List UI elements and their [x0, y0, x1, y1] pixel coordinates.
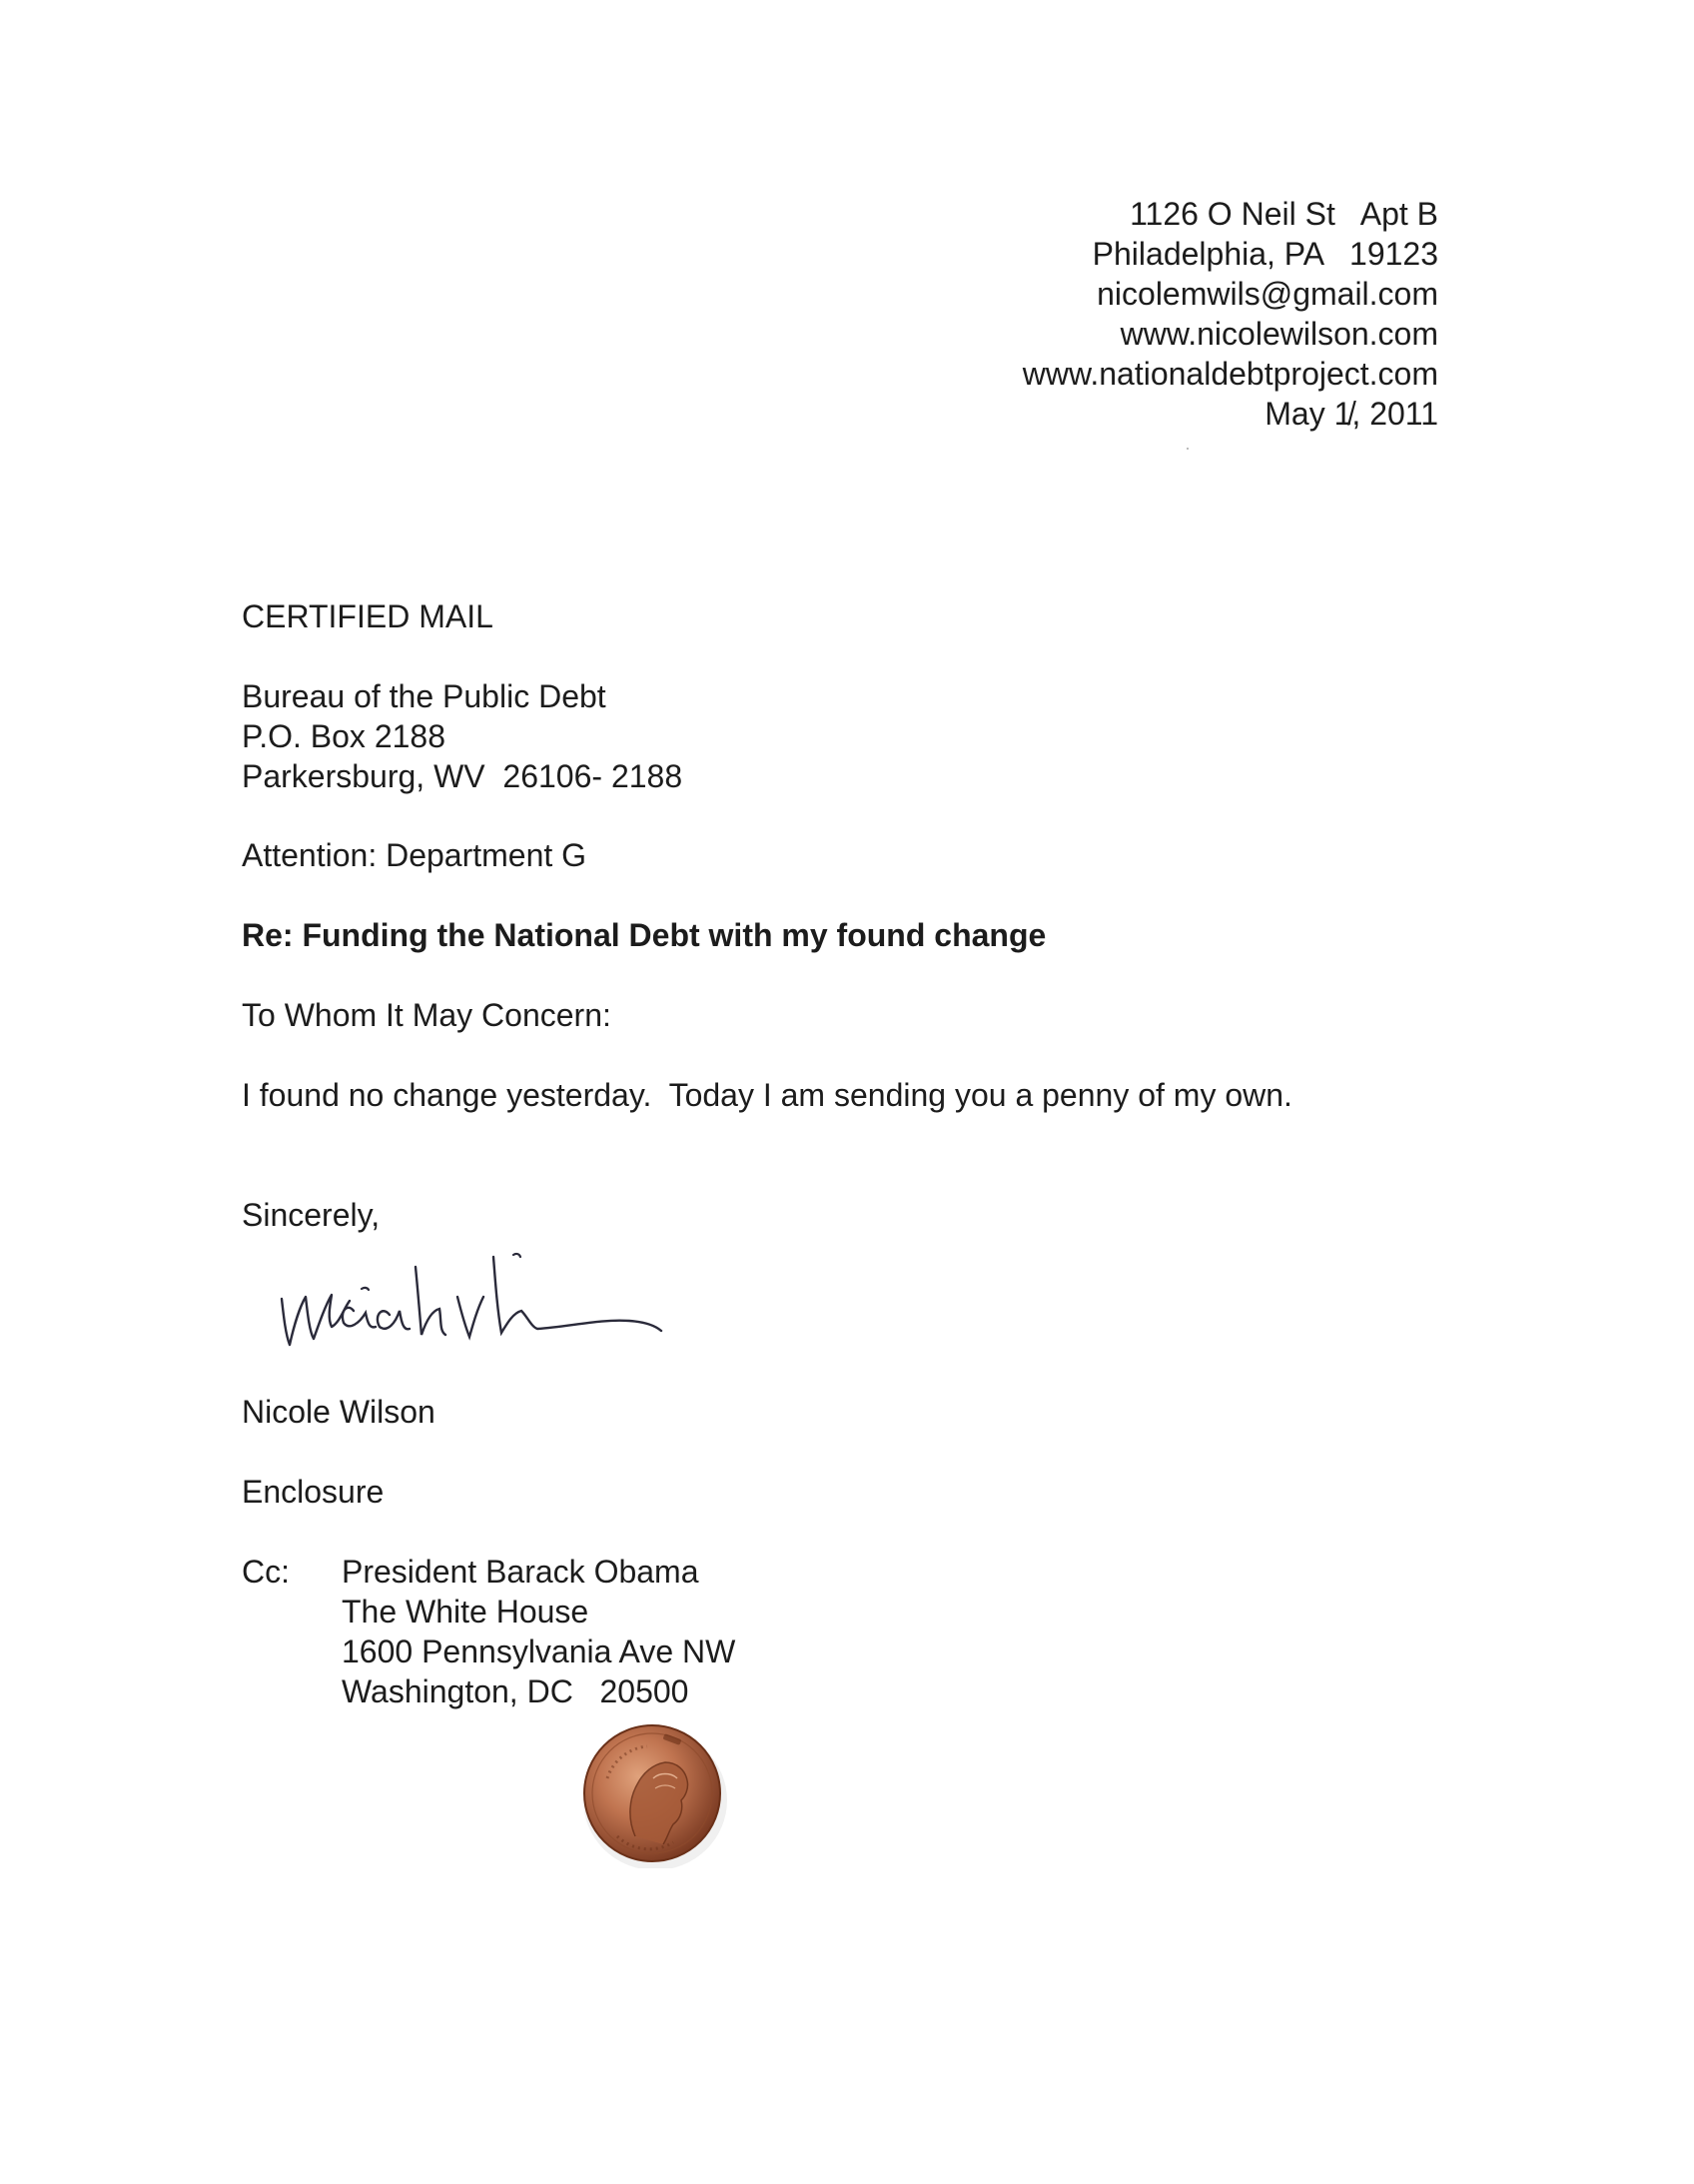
- recipient-address-block: [242, 676, 682, 796]
- handwritten-signature: [270, 1227, 689, 1357]
- cc-name: President Barack Obama: [342, 1554, 699, 1590]
- sender-website-personal: www.nicolewilson.com: [1120, 316, 1438, 352]
- sender-street: 1126 O Neil St Apt B: [1130, 196, 1438, 232]
- cc-label: Cc:: [242, 1554, 290, 1590]
- cc-organization: The White House: [342, 1594, 589, 1630]
- cc-street: 1600 Pennsylvania Ave NW: [342, 1634, 736, 1669]
- mail-type: CERTIFIED MAIL: [242, 598, 493, 634]
- message-body: I found no change yesterday. Today I am sending you a penny of my own.: [242, 1077, 1292, 1113]
- enclosure-notation: Enclosure: [242, 1474, 385, 1510]
- recipient-name: Bureau of the Public Debt: [242, 678, 606, 714]
- salutation: To Whom It May Concern:: [242, 997, 611, 1033]
- recipient-city: Parkersburg, WV 26106- 2188: [242, 758, 683, 794]
- cc-city: Washington, DC 20500: [342, 1673, 689, 1709]
- signer-name: Nicole Wilson: [242, 1394, 435, 1430]
- sender-email: nicolemwils@gmail.com: [1097, 276, 1438, 312]
- cc-address: [342, 1552, 735, 1711]
- recipient-po-box: P.O. Box 2188: [242, 718, 445, 754]
- attention-line: Attention: Department G: [242, 837, 587, 873]
- subject-line: Re: Funding the National Debt with my found change: [242, 917, 1047, 953]
- letter-date: May 1̸, 2011: [1265, 396, 1438, 432]
- penny-coin-image: [577, 1718, 727, 1868]
- sender-address-block: [1023, 194, 1438, 434]
- closing: Sincerely,: [242, 1197, 381, 1233]
- scan-speck: [1187, 448, 1189, 450]
- sender-city: Philadelphia, PA 19123: [1092, 236, 1438, 272]
- sender-website-project: www.nationaldebtproject.com: [1022, 356, 1438, 392]
